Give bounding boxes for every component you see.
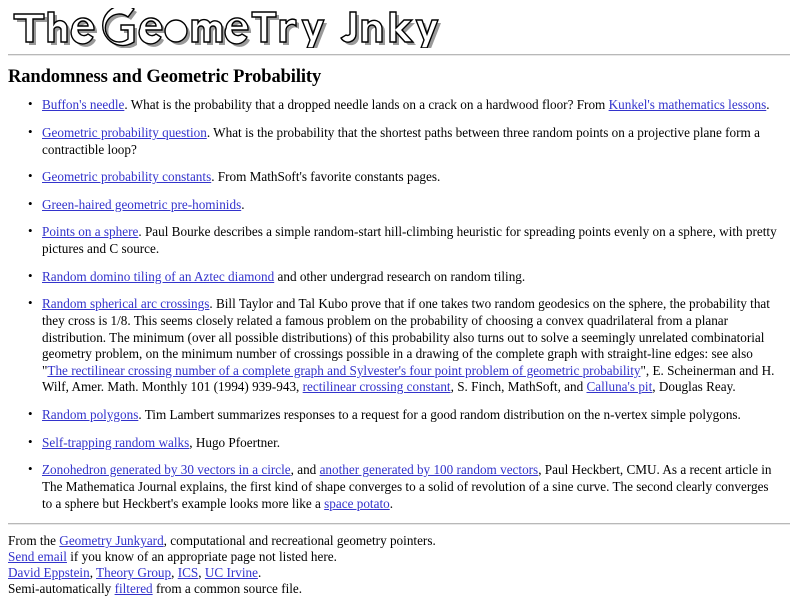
entry-link[interactable]: Geometric probability constants: [42, 169, 212, 185]
page-title: Randomness and Geometric Probability: [8, 67, 322, 87]
entry-link[interactable]: rectilinear crossing constant: [302, 379, 451, 395]
entry-link[interactable]: Calluna's pit: [586, 379, 653, 395]
entry-text: . What is the probability that a dropped needle lands on a crack on a hardwood floor? From: [124, 97, 609, 113]
entry-link[interactable]: Self-trapping random walks: [42, 434, 190, 450]
entry-link[interactable]: Send email: [8, 549, 67, 565]
entry-text: . What is the probability that the shortest paths between three random points on a projective plane form a contractible loop?: [42, 124, 760, 157]
entry-link[interactable]: filtered: [114, 581, 153, 597]
entry-text: , Douglas Reay.: [652, 379, 736, 395]
entry-text: , Paul Heckbert, CMU. As a recent article in The Mathematica Journal explains, the first kind of shape converges to a solid of revolution of a sine curve. The second clearly converges to a sphere but Heckbert's example looks more like a: [42, 462, 772, 511]
list-item: [42, 269, 792, 286]
entry-text: From the: [8, 533, 60, 549]
entry-text: . From MathSoft's favorite constants pages.: [211, 169, 441, 185]
entry-list: [6, 97, 792, 512]
list-item: [42, 224, 792, 257]
entry-link[interactable]: Green-haired geometric pre-hominids: [42, 196, 242, 212]
entry-link[interactable]: Buffon's needle: [42, 97, 125, 113]
entry-text: ,: [89, 565, 97, 581]
geometry-junkyard-logo-icon: [10, 8, 450, 48]
entry-link[interactable]: UC Irvine: [204, 565, 258, 581]
footer-line: [8, 565, 792, 581]
entry-text: . Bill Taylor and Tal Kubo prove that if one takes two random geodesics on the sphere, the probability that they cross is 1/8. This seems closely related a famous problem on the probability of choosing a convex quadrilateral from a planar distribution. The minimum (over all possible distributions) of this probability also turns out to solve a seemingly unrelated combinatorial geometry problem, on the minimum number of crossings possible in a drawing of the complete graph with straight-line edges: see also ": [42, 296, 770, 378]
list-item: [42, 435, 792, 452]
entry-text: .: [257, 565, 262, 581]
entry-text: ,: [198, 565, 205, 581]
list-item: [42, 169, 792, 186]
entry-link[interactable]: Geometric probability question: [42, 124, 207, 140]
entry-text: . Paul Bourke describes a simple random-start hill-climbing heuristic for spreading points evenly on a sphere, with pretty pictures and C source.: [42, 224, 777, 257]
list-item: [42, 125, 792, 158]
entry-text: if you know of an appropriate page not listed here.: [66, 549, 337, 565]
entry-text: ,: [171, 565, 178, 581]
entry-text: .: [241, 196, 245, 212]
entry-link[interactable]: Random spherical arc crossings: [42, 296, 210, 312]
entry-text: .: [389, 495, 393, 511]
list-item: [42, 407, 792, 424]
footer-line: [8, 549, 792, 565]
header-divider: [8, 54, 790, 56]
footer-divider: [8, 523, 790, 525]
entry-link[interactable]: Geometry Junkyard: [59, 533, 164, 549]
entry-link[interactable]: Points on a sphere: [42, 224, 139, 240]
entry-link[interactable]: Random polygons: [42, 407, 139, 423]
entry-link[interactable]: The rectilinear crossing number of a complete graph and Sylvester's four point problem of geometric probability: [47, 362, 641, 378]
list-item: [42, 97, 792, 114]
entry-text: , computational and recreational geometry pointers.: [163, 533, 436, 549]
entry-text: Semi-automatically: [8, 581, 115, 597]
list-item: [42, 197, 792, 214]
footer-line: [8, 533, 792, 549]
entry-link[interactable]: Zonohedron generated by 30 vectors in a circle: [42, 462, 291, 478]
list-item: [42, 462, 792, 512]
entry-text: and other undergrad research on random tiling.: [274, 268, 526, 284]
entry-text: from a common source file.: [152, 581, 303, 597]
entry-link[interactable]: another generated by 100 random vectors: [319, 462, 539, 478]
entry-link[interactable]: Theory Group: [96, 565, 172, 581]
entry-text: . Tim Lambert summarizes responses to a request for a good random distribution on the n-vertex simple polygons.: [138, 407, 741, 423]
entry-link[interactable]: ICS: [177, 565, 199, 581]
entry-text: , Hugo Pfoertner.: [189, 434, 281, 450]
entry-text: ", E. Scheinerman and H. Wilf, Amer. Math. Monthly 101 (1994) 939-943,: [42, 362, 775, 395]
entry-text: , and: [290, 462, 320, 478]
entry-link[interactable]: space potato: [324, 495, 390, 511]
entry-text: , S. Finch, MathSoft, and: [450, 379, 587, 395]
page-footer: [6, 533, 792, 597]
entry-text: .: [766, 97, 770, 113]
entry-link[interactable]: David Eppstein: [8, 565, 90, 581]
site-logo: [6, 6, 792, 50]
list-item: [42, 296, 792, 396]
entry-link[interactable]: Kunkel's mathematics lessons: [608, 97, 767, 113]
footer-line: [8, 581, 792, 597]
entry-link[interactable]: Random domino tiling of an Aztec diamond: [42, 268, 275, 284]
